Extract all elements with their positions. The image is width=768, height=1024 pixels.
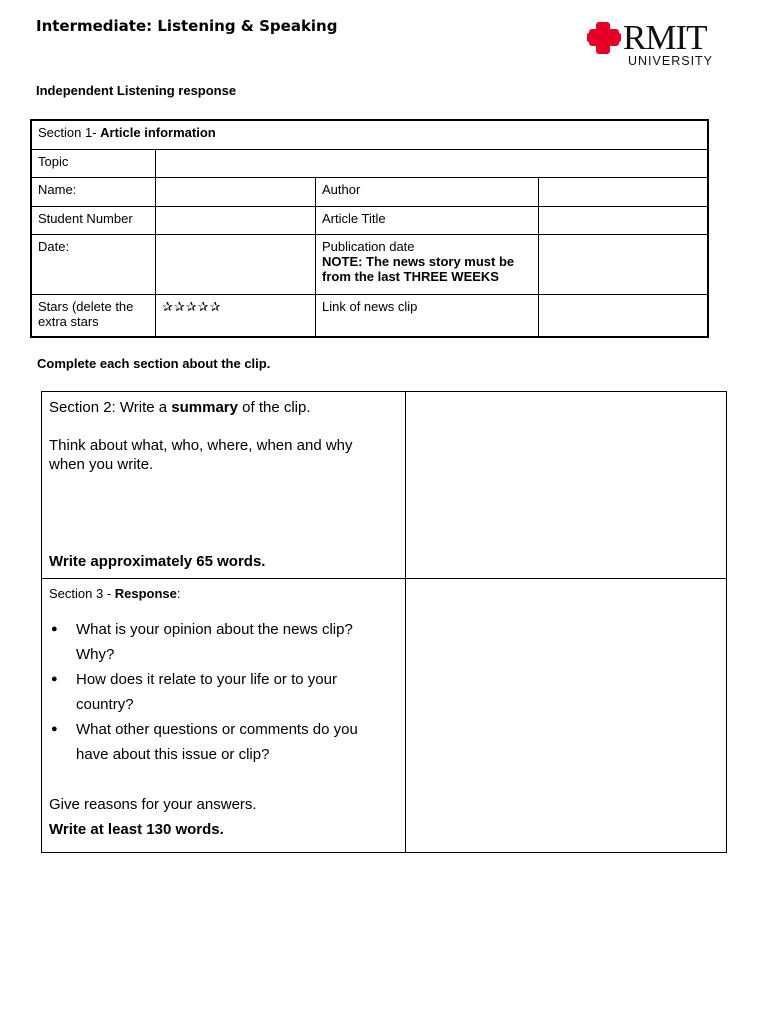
section3-prefix: Section 3 -: [49, 586, 115, 601]
name-field[interactable]: [156, 177, 316, 206]
list-item: ● What other questions or comments do you have about this issue or clip?: [49, 717, 376, 767]
section3-prompt: [42, 579, 406, 853]
list-item: ● How does it relate to your life or to your country?: [49, 667, 376, 717]
publication-date-label: [316, 234, 539, 294]
author-field[interactable]: [539, 177, 709, 206]
section1-prefix: Section 1-: [38, 125, 101, 140]
section3-answer-area[interactable]: [406, 579, 727, 853]
section2-bold: summary: [171, 399, 238, 416]
date-label: Date:: [31, 234, 156, 294]
rmit-logo: [587, 20, 727, 70]
publication-note: NOTE: The news story must be from the last THREE WEEKS: [322, 253, 515, 284]
section1-title: Article information: [100, 125, 216, 140]
section2-title: [49, 398, 311, 417]
form-subheading: Independent Listening response: [36, 83, 237, 98]
student-number-label: Student Number: [31, 206, 156, 234]
section3-suffix: :: [176, 586, 181, 601]
section2-prefix: Section 2: Write a: [49, 399, 172, 416]
name-label: Name:: [31, 177, 156, 206]
section2-answer-area[interactable]: [406, 392, 727, 579]
stars-field[interactable]: [156, 294, 316, 337]
section2-think: Think about what, who, where, when and why when you write.: [49, 437, 353, 473]
article-information-table: [30, 119, 709, 338]
section2-prompt: [42, 392, 406, 579]
student-number-field[interactable]: [156, 206, 316, 234]
list-item: ● What is your opinion about the news clip? Why?: [49, 617, 376, 667]
clip-sections-table: [41, 391, 727, 853]
section1-header: [31, 120, 708, 149]
section2-word-count: Write approximately 65 words.: [49, 553, 266, 570]
publication-date-text: Publication date: [322, 238, 415, 254]
publication-date-field[interactable]: [539, 234, 709, 294]
article-title-field[interactable]: [539, 206, 709, 234]
article-title-label: Article Title: [316, 206, 539, 234]
topic-label: Topic: [31, 149, 156, 177]
date-field[interactable]: [156, 234, 316, 294]
star-rating-icons[interactable]: ✰✰✰✰✰: [162, 298, 222, 314]
section2-suffix: of the clip.: [237, 399, 311, 416]
logo-wordmark: RMIT: [623, 18, 707, 57]
stars-label: Stars (delete the extra stars: [31, 294, 156, 337]
link-field[interactable]: [539, 294, 709, 337]
rmit-pixel-logo-icon: [587, 22, 621, 54]
section3-title: [49, 584, 181, 603]
instruction-text: Complete each section about the clip.: [37, 356, 271, 371]
section3-reasons: Give reasons for your answers.: [49, 796, 257, 813]
link-label: Link of news clip: [316, 294, 539, 337]
section3-word-count: Write at least 130 words.: [49, 821, 224, 838]
topic-field[interactable]: [156, 149, 709, 177]
section3-question-list: [49, 617, 376, 767]
logo-subtext: UNIVERSITY: [628, 54, 714, 68]
section3-bold: Response: [114, 586, 177, 601]
page-title: Intermediate: Listening & Speaking: [36, 17, 338, 35]
author-label: Author: [316, 177, 539, 206]
